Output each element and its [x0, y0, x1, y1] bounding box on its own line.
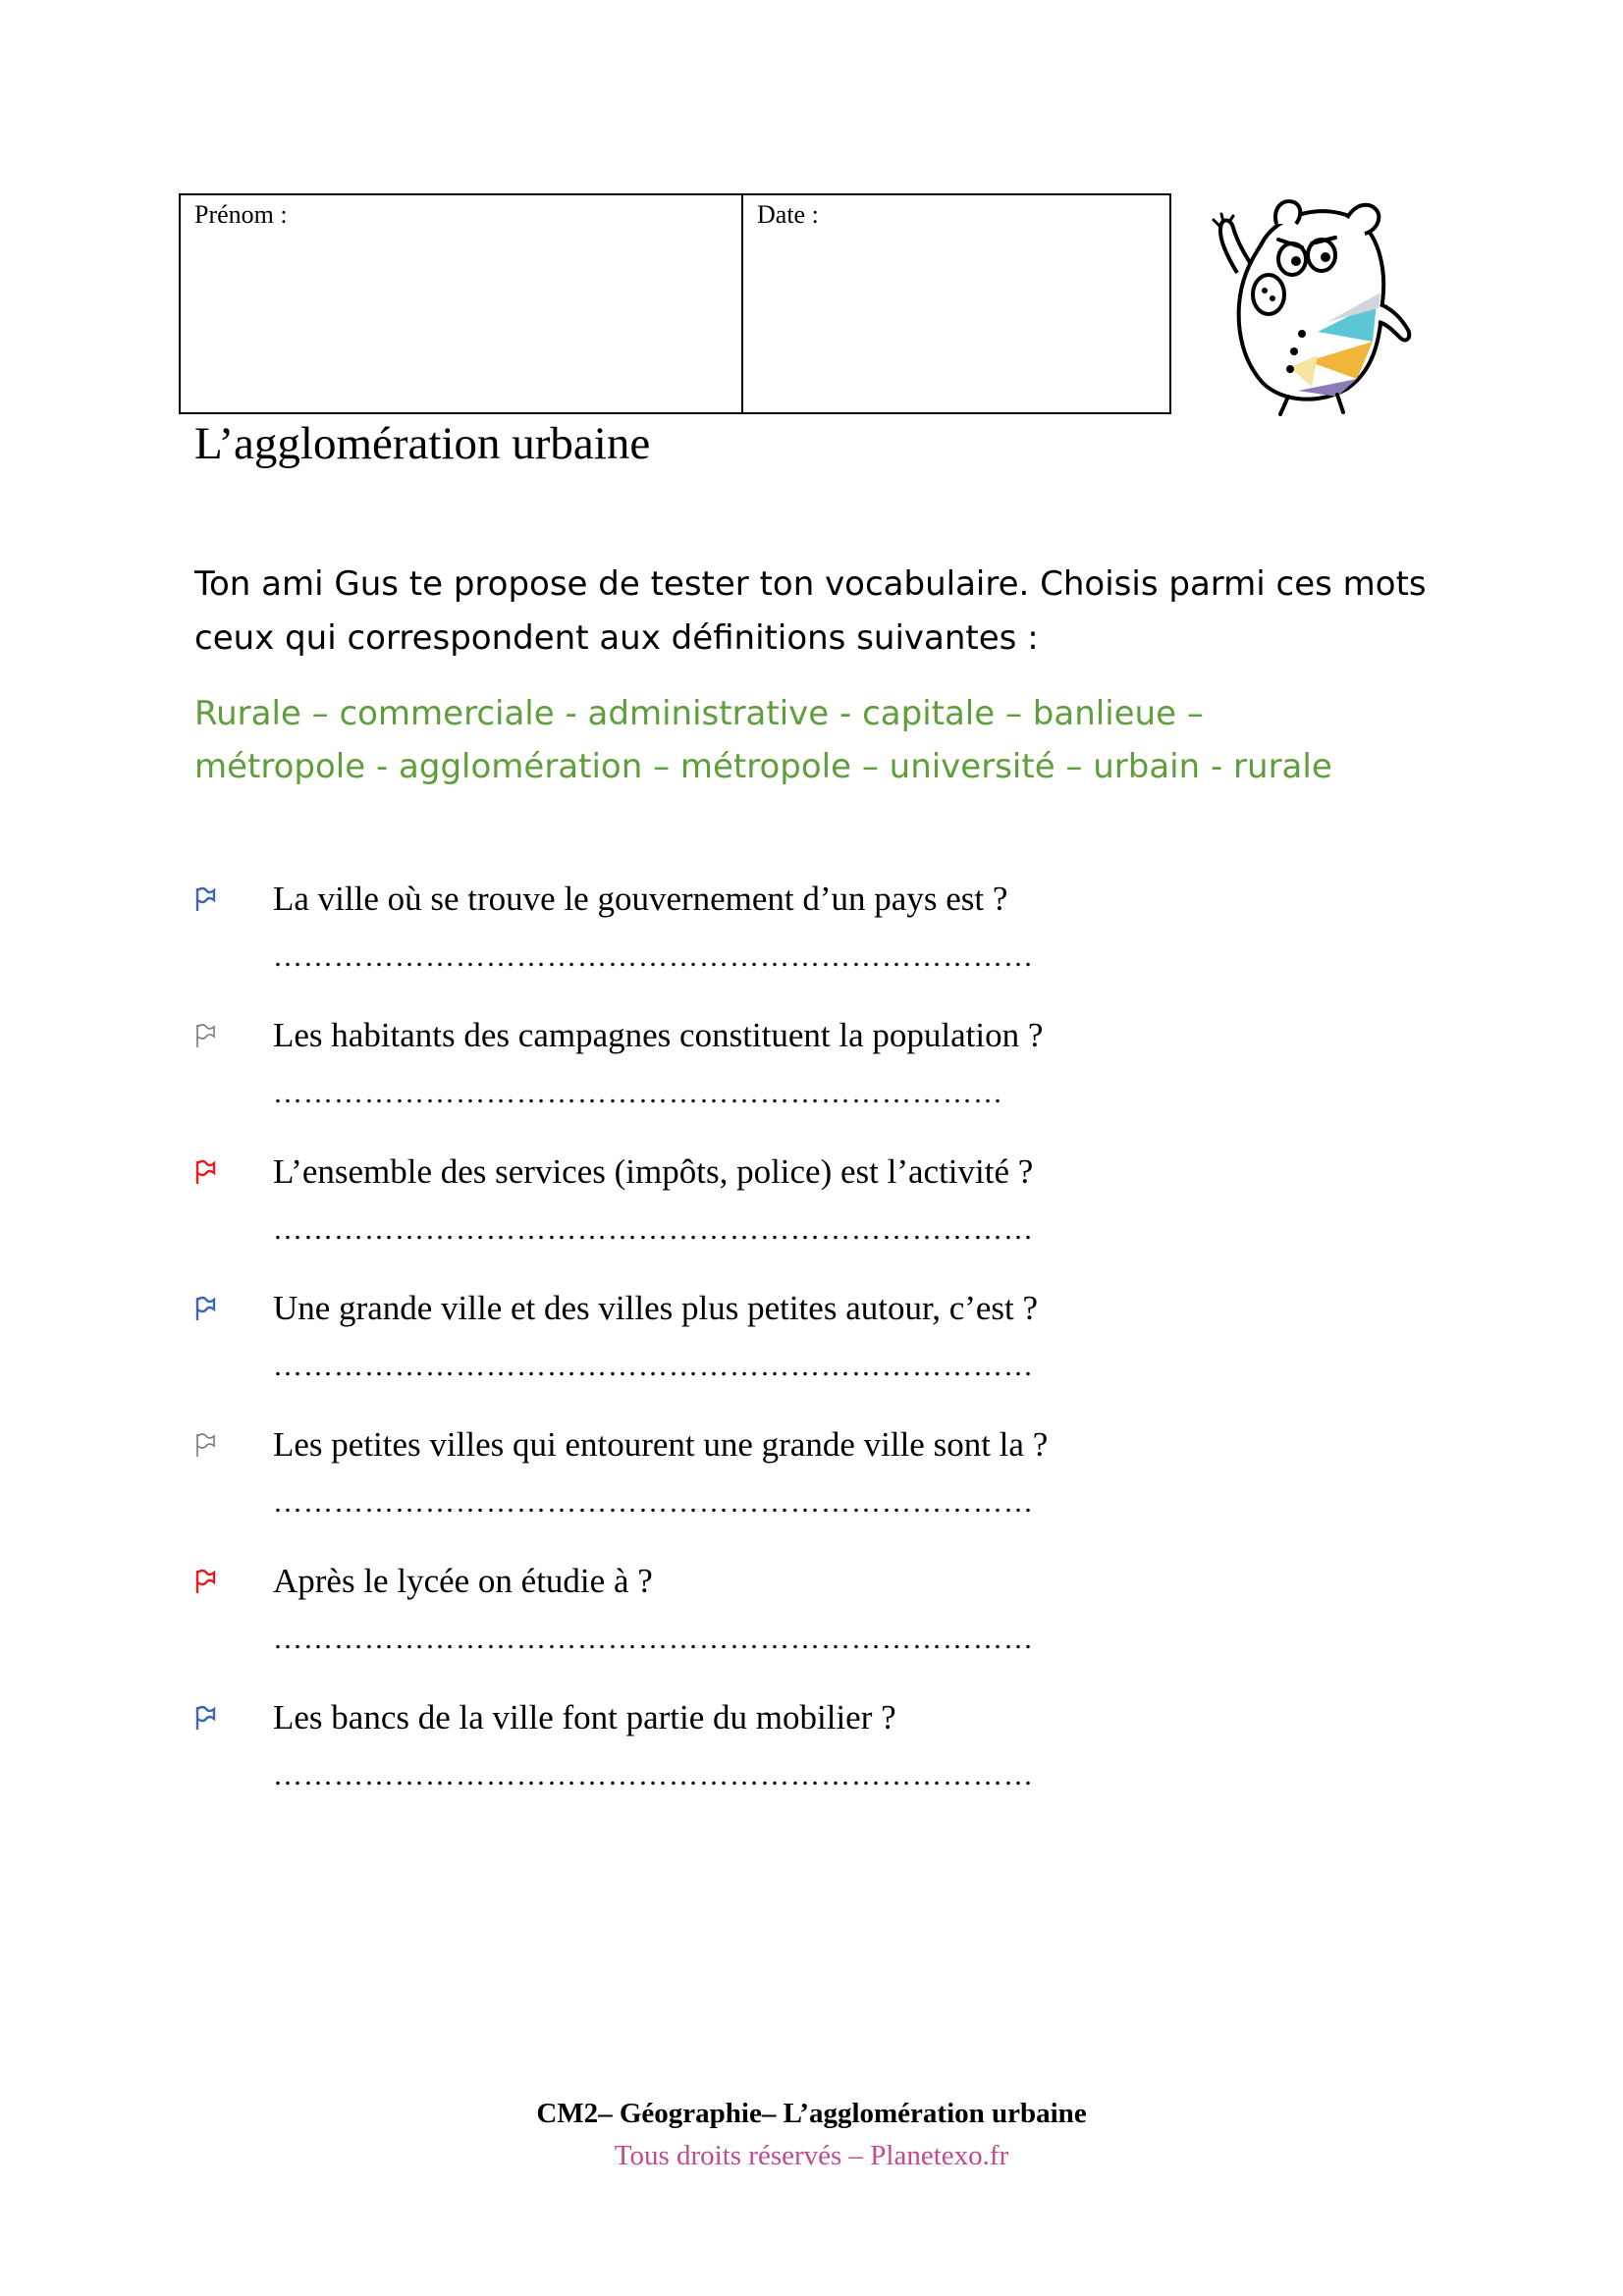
flag-icon-shape — [197, 1434, 214, 1457]
date-field[interactable] — [743, 195, 1169, 412]
gus-mascot-icon — [1200, 194, 1418, 416]
answer-line[interactable]: ……………………………………………………………… — [273, 1077, 1003, 1109]
flag-icon-shape — [197, 1161, 214, 1184]
word-bank-line: Rurale – commerciale - administrative - capitale – banlieue – — [194, 694, 1204, 733]
flag-icon — [194, 1705, 216, 1731]
question-text: Les habitants des campagnes constituent la population ? — [273, 1016, 1044, 1054]
flag-icon — [194, 1023, 216, 1048]
answer-line[interactable]: ………………………………………………………………… — [273, 1486, 1034, 1519]
answer-line[interactable]: ………………………………………………………………… — [273, 1623, 1034, 1655]
flag-icon — [194, 886, 216, 912]
flag-icon-shape — [197, 1298, 214, 1320]
flag-icon-shape — [197, 888, 214, 911]
footer-copyright: Tous droits réservés – Planetexo.fr — [614, 2140, 1009, 2171]
footer-title: CM2– Géographie– L’agglomération urbaine — [536, 2098, 1087, 2129]
flag-icon — [194, 1569, 216, 1594]
flag-icon-shape — [197, 1025, 214, 1047]
answer-line[interactable]: ………………………………………………………………… — [273, 940, 1034, 973]
flag-icon — [194, 1296, 216, 1321]
flag-icon-shape — [197, 1571, 214, 1593]
student-info-box — [179, 193, 1171, 414]
flag-icon — [194, 1159, 216, 1185]
flag-icon-shape — [197, 1707, 214, 1730]
question-text: Les bancs de la ville font partie du mobilier ? — [273, 1698, 896, 1736]
prenom-field[interactable] — [181, 195, 743, 412]
date-label: Date : — [757, 200, 819, 229]
page-title: L’agglomération urbaine — [194, 418, 651, 469]
word-bank-line: métropole - agglomération – métropole – université – urbain - rurale — [194, 747, 1332, 786]
answer-line[interactable]: ………………………………………………………………… — [273, 1350, 1034, 1382]
question-text: Après le lycée on étudie à ? — [273, 1562, 653, 1600]
question-text: La ville où se trouve le gouvernement d’un pays est ? — [273, 880, 1008, 918]
answer-line[interactable]: ………………………………………………………………… — [273, 1213, 1034, 1246]
instructions: Ton ami Gus te propose de tester ton vocabulaire. Choisis parmi ces mots ceux qui correspondent aux définitions suivantes : — [194, 564, 1427, 658]
flag-icon — [194, 1432, 216, 1458]
prenom-label: Prénom : — [194, 200, 288, 229]
word-bank — [194, 687, 1490, 793]
question-text: Les petites villes qui entourent une grande ville sont la ? — [273, 1425, 1049, 1464]
question-text: L’ensemble des services (impôts, police) est l’activité ? — [273, 1152, 1034, 1191]
answer-line[interactable]: ………………………………………………………………… — [273, 1759, 1034, 1791]
question-text: Une grande ville et des villes plus petites autour, c’est ? — [273, 1289, 1039, 1327]
